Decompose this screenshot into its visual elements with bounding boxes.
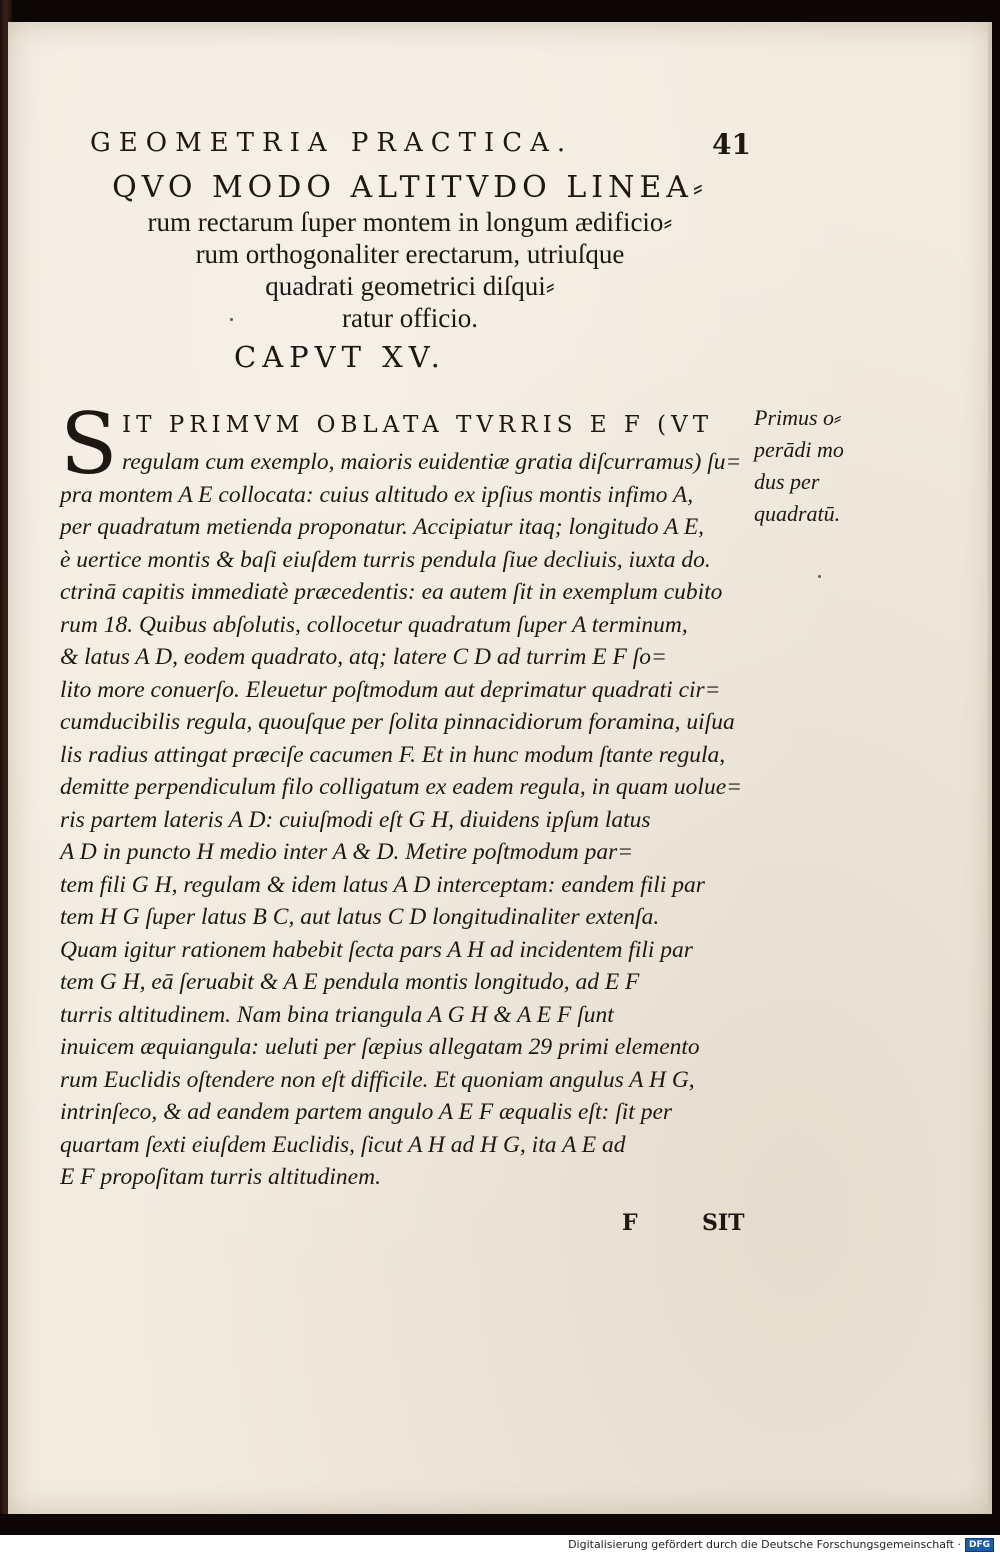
title-line: ratur officio.	[342, 303, 478, 333]
margin-note-line: dus per	[754, 469, 820, 494]
body-line: tem fili G H, regulam & idem latus A D interceptam: eandem fili par	[60, 871, 705, 898]
body-line: & latus A D, eodem quadrato, atq; latere C D ad turrim E F ſo=	[60, 644, 667, 670]
body-line: regulam cum exemplo, maioris euidentiæ gratia diſcurramus) ſu=	[122, 449, 742, 475]
body-line: turris altitudinem. Nam bina triangula A G H & A E F ſunt	[60, 1001, 614, 1028]
folio-number: 41	[712, 128, 751, 161]
margin-note-line: Primus o⸗	[754, 405, 842, 430]
body-line: tem G H, eā ſeruabit & A E pendula montis longitudo, ad E F	[60, 969, 640, 995]
body-line: lito more conuerſo. Eleuetur poſtmodum aut deprimatur quadrati cir=	[60, 676, 721, 703]
body-first-line: IT PRIMVM OBLATA TVRRIS E F (VT	[122, 412, 714, 438]
body-line: lis radius attingat præciſe cacumen F. Et in hunc modum ſtante regula,	[60, 741, 726, 768]
body-line: rum Euclidis oſtendere non eſt difficile. Et quoniam angulus A H G,	[60, 1066, 695, 1093]
body-line: E F propoſitam turris altitudinem.	[60, 1164, 381, 1190]
body-line: intrinſeco, & ad eandem partem angulo A E F æqualis eſt: ſit per	[60, 1099, 673, 1125]
footer-credit: Digitalisierung gefördert durch die Deutsche Forschungsgemeinschaft ·	[568, 1538, 961, 1551]
dfg-logo-icon: DFG	[965, 1538, 994, 1552]
body-line: cumducibilis regula, quouſque per ſolita pinnacidiorum foramina, uiſua	[60, 709, 735, 735]
body-line: A D in puncto H medio inter A & D. Metire poſtmodum par=	[60, 839, 634, 865]
digitization-footer	[568, 1537, 994, 1553]
chapter-heading: CAPVT XV.	[234, 340, 446, 374]
body-line: demitte perpendiculum filo colligatum ex eadem regula, in quam uolue=	[60, 774, 742, 800]
catchwords	[622, 1210, 782, 1246]
body-line: tem H G ſuper latus B C, aut latus C D longitudinaliter extenſa.	[60, 904, 660, 930]
title-line: QVO MODO ALTITVDO LINEA⸗	[112, 170, 708, 205]
body-line: ctrinā capitis immediatè præcedentis: ea autem ſit in exemplum cubito	[60, 579, 723, 605]
title-line: rum rectarum ſuper montem in longum ædificio⸗	[147, 207, 673, 237]
chapter-title	[60, 170, 760, 334]
drop-cap: S	[60, 395, 118, 493]
title-line: quadrati geometrici diſqui⸗	[265, 271, 555, 301]
page-fore-edge	[988, 22, 992, 1514]
margin-note-line: quadratū.	[754, 501, 841, 526]
body-line: inuicem æquiangula: ueluti per ſæpius allegatam 29 primi elemento	[60, 1034, 700, 1060]
catchword: SIT	[702, 1210, 745, 1236]
margin-note-line: perādi mo	[754, 437, 844, 462]
title-line: rum orthogonaliter erectarum, utriuſque	[195, 239, 625, 269]
body-line: rum 18. Quibus abſolutis, collocetur quadratum ſuper A terminum,	[60, 611, 688, 638]
scan-bottom-strip	[0, 1514, 1000, 1535]
body-text	[60, 412, 760, 1194]
body-line: ris partem lateris A D: cuiuſmodi eſt G H, diuidens ipſum latus	[60, 806, 651, 833]
body-line: quartam ſexti eiuſdem Euclidis, ſicut A H ad H G, ita A E ad	[60, 1131, 626, 1158]
paper-speck	[818, 575, 821, 578]
body-line: pra montem A E collocata: cuius altitudo ex ipſius montis infimo A,	[60, 481, 694, 508]
running-head: GEOMETRIA PRACTICA.	[90, 128, 574, 158]
margin-note	[754, 402, 874, 530]
body-line: è uertice montis & baſi eiuſdem turris pendula ſiue decliuis, iuxta do.	[60, 546, 711, 573]
body-line: per quadratum metienda proponatur. Accipiatur itaq; longitudo A E,	[60, 514, 705, 540]
signature-mark: F	[622, 1210, 638, 1236]
body-line: Quam igitur rationem habebit ſecta pars A H ad incidentem fili par	[60, 936, 693, 963]
